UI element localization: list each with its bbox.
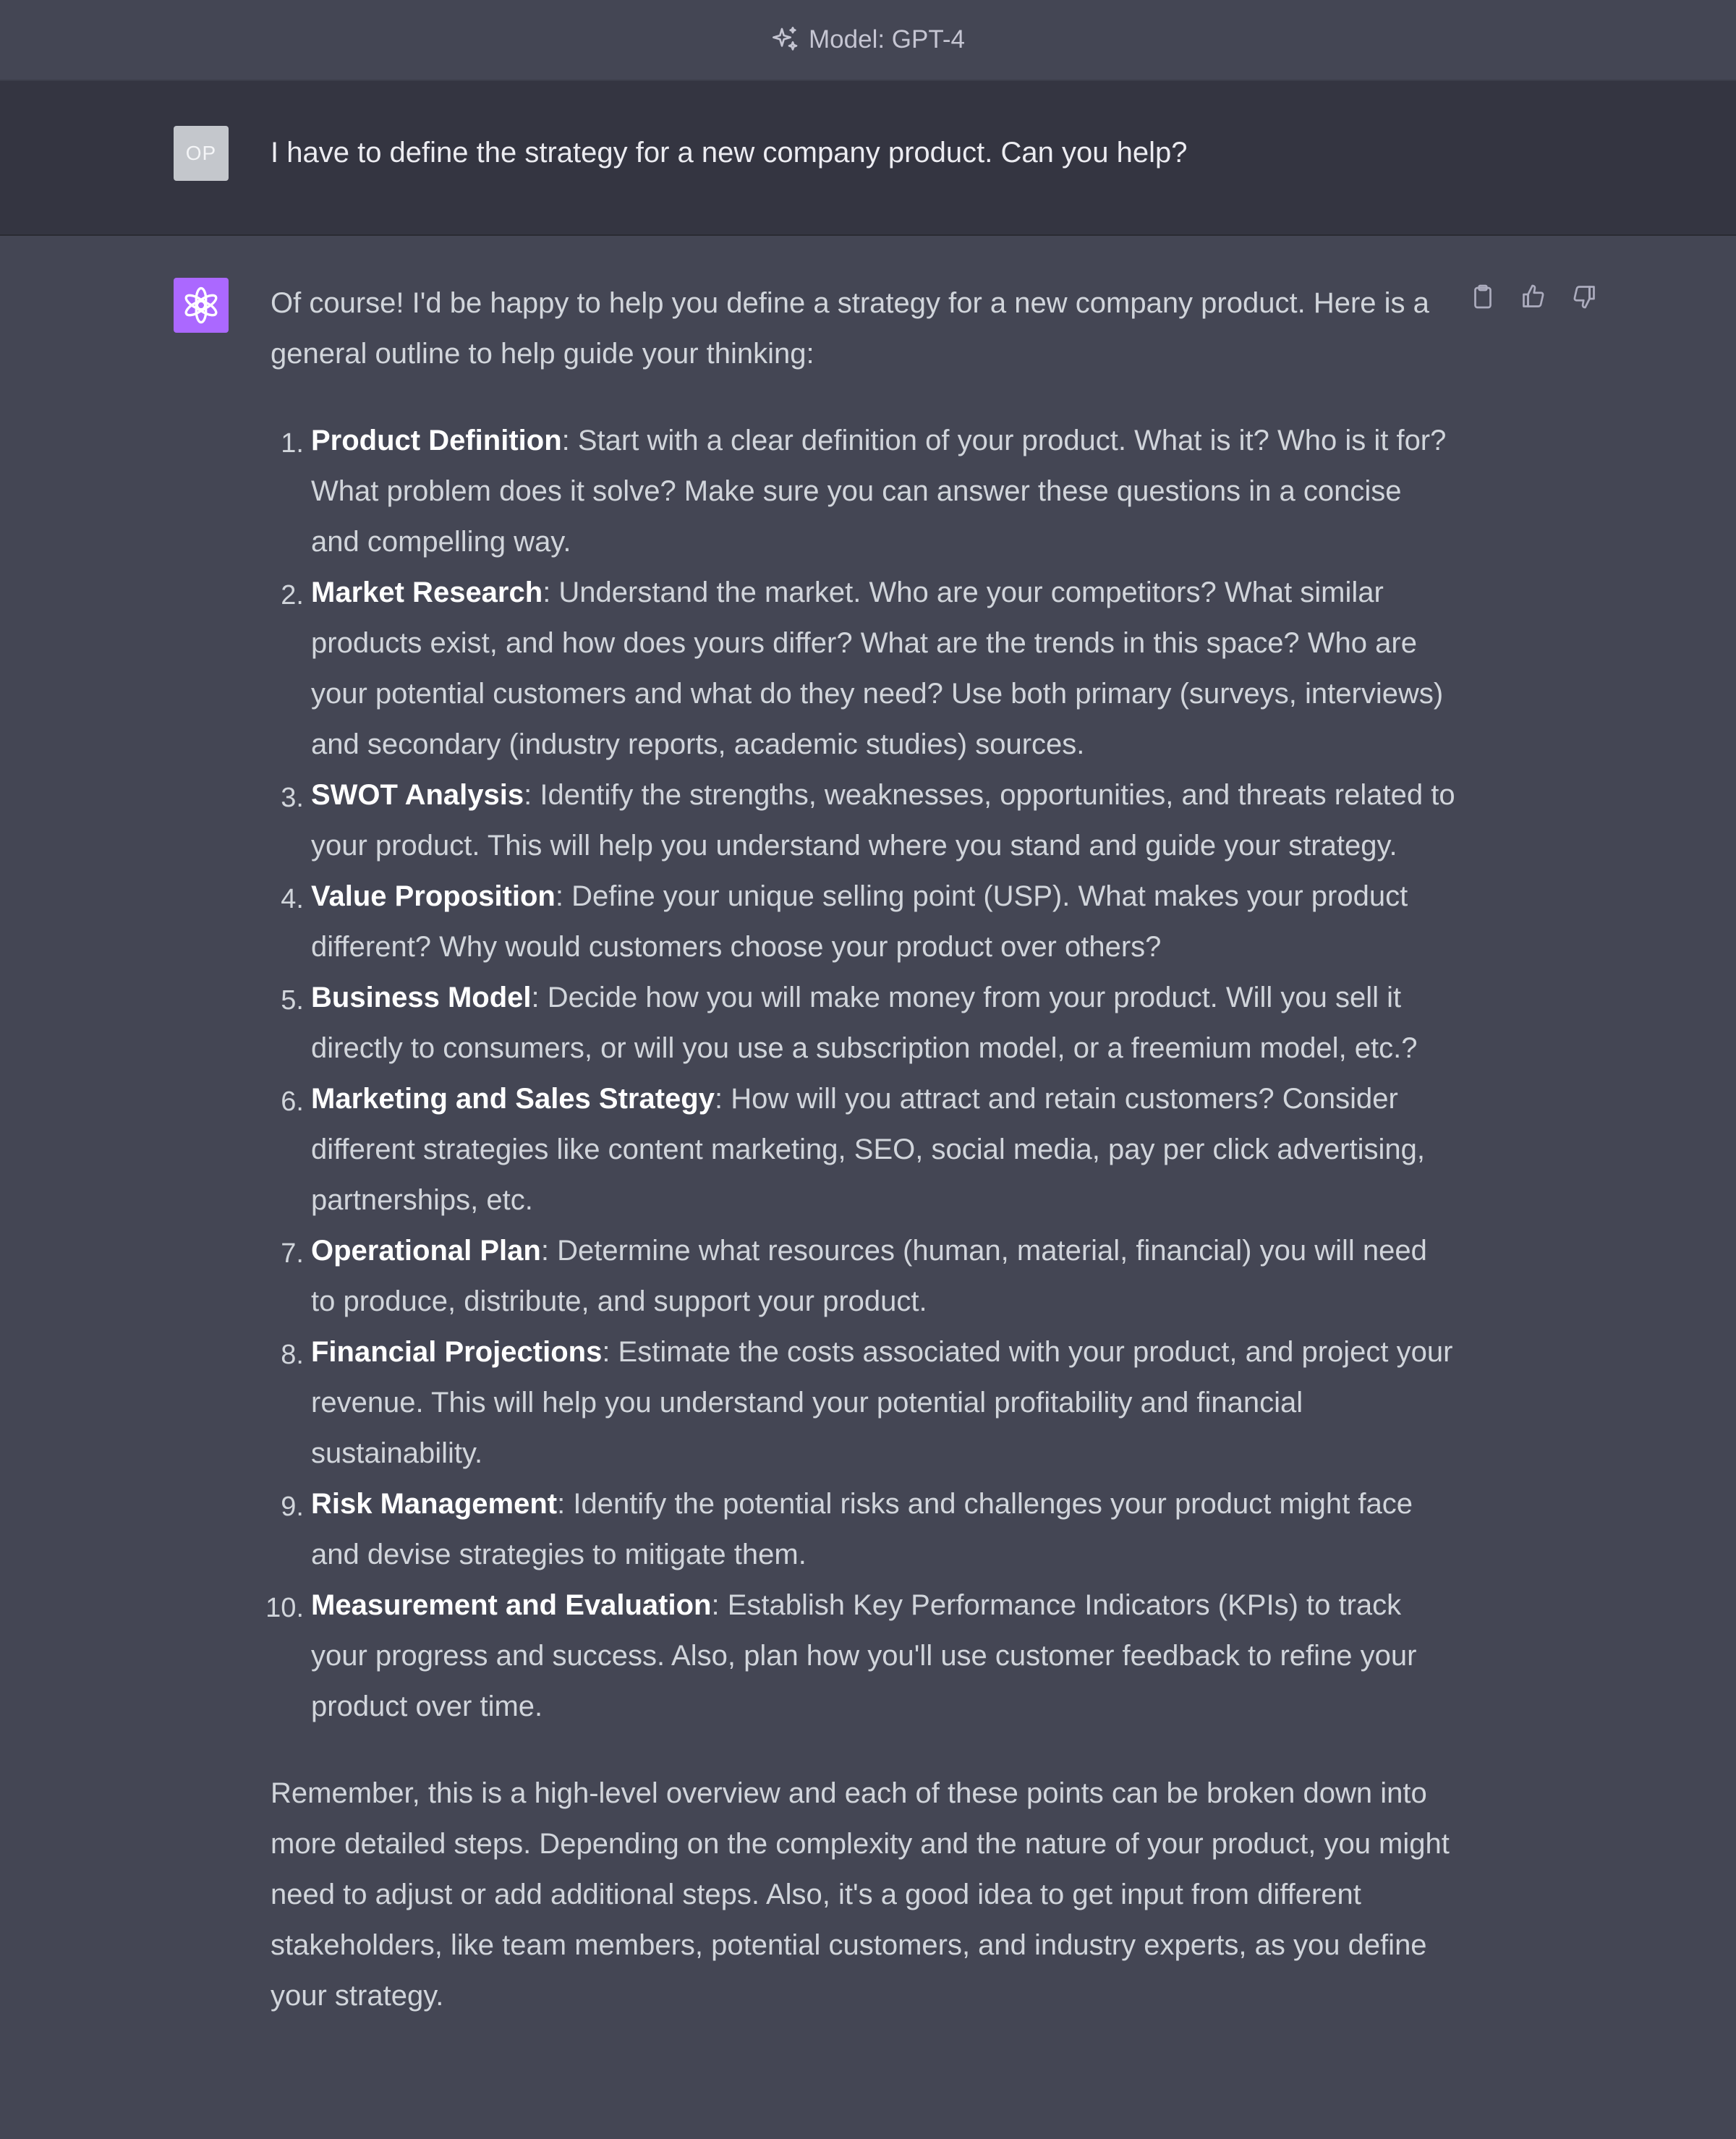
assistant-closing: Remember, this is a high-level overview and each of these points can be broken down into more detailed steps. Depending on the complexity and the nature of your product, you might need to adjust or add additional steps. Also, it's a good idea to get input from different stakeholders, like team members, potential customers, and industry experts, as you define your strategy. [271,1777,1450,2012]
message-actions [1468,282,1599,311]
list-item-number: 5. [281,985,304,1016]
list-item [271,1327,1457,1479]
list-item-number: 7. [281,1238,304,1269]
thumbs-up-button[interactable] [1519,282,1548,311]
list-item [271,770,1457,871]
thumbs-down-button[interactable] [1570,282,1599,311]
list-item-text: : How will you attract and retain customers? Consider different strategies like content marketing, SEO, social media, pay per click advertising, partnerships, etc. [311,1083,1425,1216]
list-item-number: 10. [265,1593,304,1623]
list-item-number: 3. [281,783,304,813]
user-avatar [174,126,229,181]
list-item-text: : Establish Key Performance Indicators (KPIs) to track your progress and success. Also, plan how you'll use customer feedback to refine your product over time. [311,1589,1417,1722]
list-item-title: Business Model [311,982,532,1013]
list-item-title: Marketing and Sales Strategy [311,1083,715,1115]
list-item-number: 1. [281,428,304,459]
openai-logo-icon [181,285,221,326]
model-header [0,0,1736,81]
list-item [271,415,1457,567]
list-item-title: Product Definition [311,425,562,456]
assistant-intro: Of course! I'd be happy to help you define a strategy for a new company product. Here is a general outline to help guide your thinking: [271,287,1429,370]
list-item [271,1479,1457,1580]
list-item-text: : Identify the potential risks and challenges your product might face and devise strategies to mitigate them. [311,1488,1413,1570]
list-item-text: : Identify the strengths, weaknesses, opportunities, and threats related to your product. This will help you understand where you stand and guide your strategy. [311,779,1455,862]
list-item-title: Risk Management [311,1488,558,1520]
list-item [271,972,1457,1073]
list-item-text: : Define your unique selling point (USP). What makes your product different? Why would customers choose your product over others? [311,880,1408,963]
list-item [271,1073,1457,1225]
user-message: I have to define the strategy for a new company product. Can you help? [271,137,1188,169]
list-item-number: 8. [281,1340,304,1370]
list-item-title: Market Research [311,577,543,608]
copy-button[interactable] [1468,282,1497,311]
strategy-list [265,415,1457,1732]
list-item-title: SWOT Analysis [311,779,524,811]
assistant-message [265,278,1457,2021]
list-item [271,567,1457,770]
list-item-text: : Understand the market. Who are your competitors? What similar products exist, and how does yours differ? What are the trends in this space? Who are your potential customers and what do they need? Use both primary (surveys, interviews) and secondary (industry reports, academic studies) sources. [311,577,1444,760]
list-item-text: : Decide how you will make money from your product. Will you sell it directly to consumers, or will you use a subscription model, or a freemium model, etc.? [311,982,1418,1064]
list-item-text: : Estimate the costs associated with your product, and project your revenue. This will help you understand your potential profitability and financial sustainability. [311,1336,1453,1469]
sparkles-icon [771,25,800,54]
assistant-message-row [0,236,1736,2139]
list-item-title: Operational Plan [311,1235,541,1267]
clipboard-icon [1470,284,1496,310]
list-item-number: 4. [281,884,304,914]
list-item [271,871,1457,972]
list-item-title: Financial Projections [311,1336,603,1368]
list-item [265,1580,1457,1732]
list-item-title: Measurement and Evaluation [311,1589,712,1621]
list-item-number: 2. [281,580,304,611]
thumbs-down-icon [1571,284,1597,310]
list-item-number: 6. [281,1086,304,1117]
list-item-text: : Determine what resources (human, material, financial) you will need to produce, distribute, and support your product. [311,1235,1427,1317]
list-item-number: 9. [281,1492,304,1522]
user-message-row [0,81,1736,236]
list-item-text: : Start with a clear definition of your product. What is it? Who is it for? What problem does it solve? Make sure you can answer these questions in a concise and compelling way. [311,425,1447,558]
user-avatar-initials: OP [185,142,217,164]
list-item-title: Value Proposition [311,880,556,912]
model-label: Model: GPT-4 [809,25,965,54]
list-item [271,1225,1457,1327]
thumbs-up-icon [1520,284,1546,310]
assistant-avatar [174,278,229,333]
